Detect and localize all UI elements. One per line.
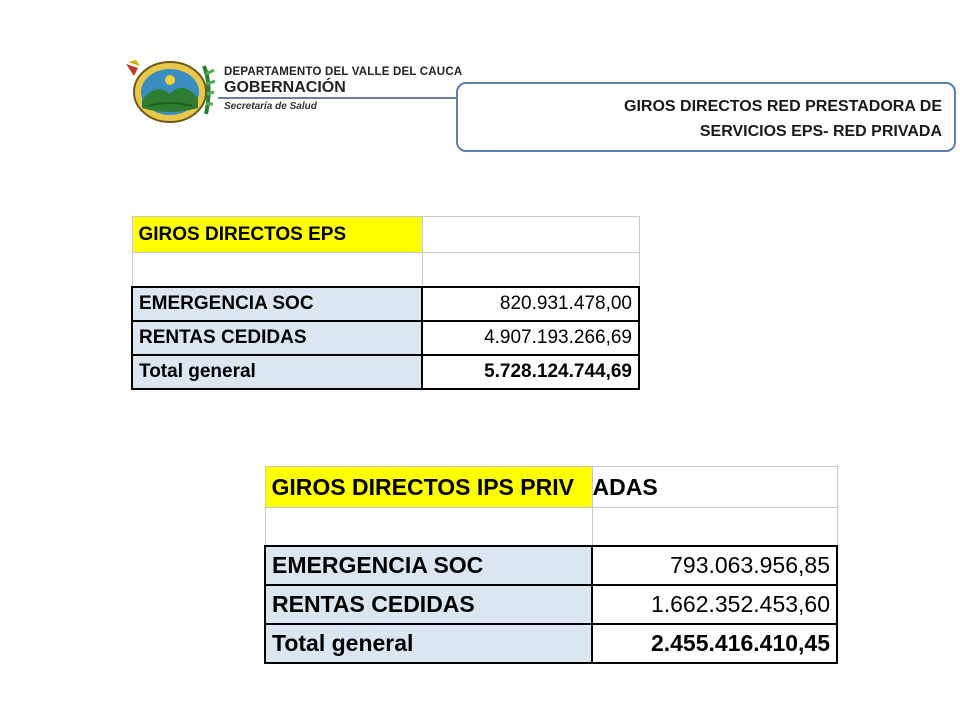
empty-cell <box>422 253 639 287</box>
table-row <box>265 546 837 585</box>
empty-cell <box>422 217 639 253</box>
logo-gobernacion-text: GOBERNACIÓN <box>224 79 346 96</box>
slide-title <box>624 94 942 144</box>
eps-table <box>131 216 640 390</box>
slide-title-line1: GIROS DIRECTOS RED PRESTADORA DE <box>624 98 942 115</box>
table-row <box>132 287 639 321</box>
row-value-total: 2.455.416.410,45 <box>592 624 837 663</box>
empty-cell <box>592 508 837 546</box>
ips-table-title-cell <box>265 467 592 508</box>
coat-of-arms-icon <box>120 56 220 126</box>
row-label: RENTAS CEDIDAS <box>132 321 422 355</box>
table-row <box>132 321 639 355</box>
empty-cell <box>265 508 592 546</box>
eps-table-title: GIROS DIRECTOS EPS <box>132 217 422 253</box>
table-row <box>132 355 639 389</box>
row-value-total: 5.728.124.744,69 <box>422 355 639 389</box>
row-value: 4.907.193.266,69 <box>422 321 639 355</box>
row-value: 1.662.352.453,60 <box>592 585 837 624</box>
row-label: EMERGENCIA SOC <box>132 287 422 321</box>
slide-title-box <box>456 82 956 152</box>
row-label-total: Total general <box>265 624 592 663</box>
empty-cell <box>132 253 422 287</box>
ips-table-title-rest: ADAS <box>592 473 658 500</box>
row-value: 820.931.478,00 <box>422 287 639 321</box>
row-value: 793.063.956,85 <box>592 546 837 585</box>
row-label: RENTAS CEDIDAS <box>265 585 592 624</box>
row-label-total: Total general <box>132 355 422 389</box>
table-row <box>265 624 837 663</box>
logo-secretaria-text: Secretaría de Salud <box>224 101 317 112</box>
ips-table-title: GIROS DIRECTOS IPS PRIV <box>271 474 574 500</box>
row-label: EMERGENCIA SOC <box>265 546 592 585</box>
logo-department-text: DEPARTAMENTO DEL VALLE DEL CAUCA <box>224 66 463 78</box>
table-row <box>265 585 837 624</box>
ips-table <box>264 466 838 664</box>
ips-table-title-rest-cell <box>592 467 837 508</box>
slide-title-line2: SERVICIOS EPS- RED PRIVADA <box>699 123 942 140</box>
